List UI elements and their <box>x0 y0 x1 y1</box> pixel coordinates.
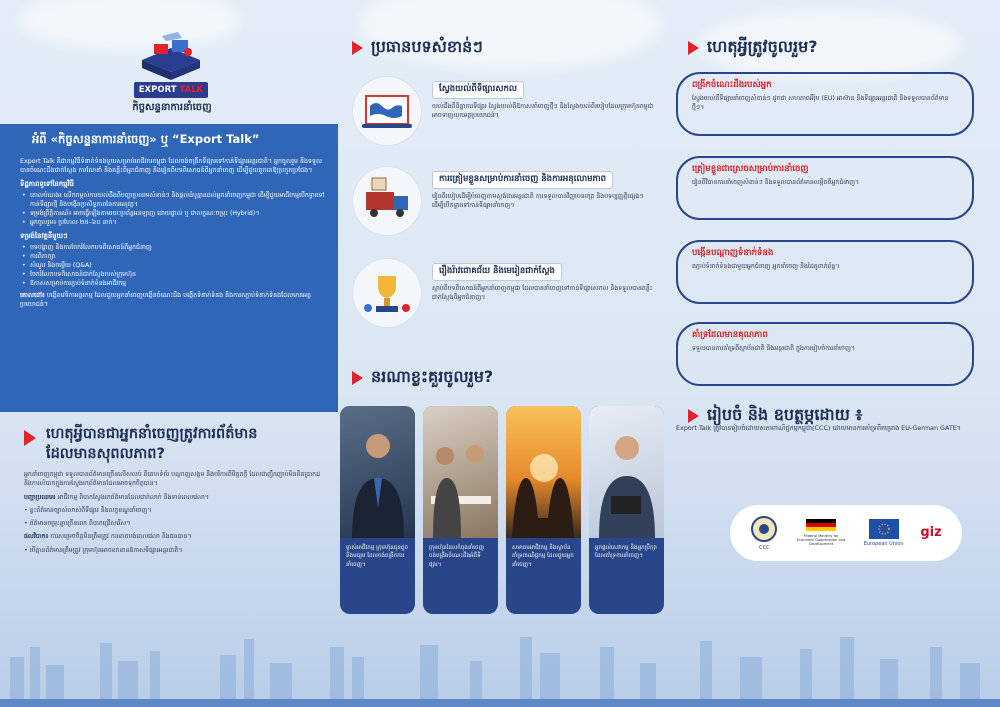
goal-text: បង្កើតវេទិកាអន្តរកម្ម ដែលជួយអ្នកនាំចេញបង្កើនចំណេះដឹង បង្កើតទំនាក់ទំនង និងការតភ្ជាប់ទំនាក់ទំនងដែលមានអត្ថប្រយោជន៍។ <box>20 292 312 309</box>
logo-subtitle: កិច្ចសន្ទនាការនាំចេញ <box>132 102 212 113</box>
benefit-text: រៀនពីវិធានការនាំចេញសំខាន់ៗ និងទទួលបានព័ត៌មានលម្អិតពីអ្នកជំនាញ។ <box>692 179 860 186</box>
list-item: • គោលបំណង៖ លើកកម្ពស់ការយល់ដឹងពីបញ្ហាប្រឈមសំខាន់ៗ និងផ្តល់ដំបូន្មានដល់អ្នកនាំចេញកម្ពុជា ដើម្បីជួយអាជីវកម្មបើកទ្វារទៅកាន់ទីផ្សារថ្មី និងបង្កើនប្រសិទ្ធភាពនៃការអនុវត្ត។ <box>22 192 328 210</box>
why-join-heading <box>688 36 818 60</box>
section-marker-icon <box>688 41 699 55</box>
businessman-photo <box>340 406 415 538</box>
export-talk-logo <box>112 30 232 125</box>
session-list <box>22 244 328 289</box>
result-label: ផលវិបាក៖ <box>24 533 49 541</box>
topic-item <box>352 76 662 146</box>
audience-card <box>589 406 664 614</box>
goal-label: គោលដៅ៖ <box>20 292 45 300</box>
city-skyline-illustration <box>0 617 1000 707</box>
session-title: ទម្រង់នៃវគ្គនីមួយៗ <box>20 232 68 241</box>
main-topics-heading <box>352 36 483 60</box>
about-section <box>0 124 338 412</box>
list-item: • ការពិភាក្សា <box>22 253 328 262</box>
list-item: ព័ត៌មានចម្រុះគ្នាច្រើនពេក ពិបាកជ្រើសរើស។ <box>29 520 131 528</box>
benefit-title: ពង្រីកចំណេះដឹងរបស់អ្នក <box>692 80 772 90</box>
why-trusted-paragraph: អ្នកនាំចេញកម្ពុជា ទទួលបានព័ត៌មានច្រើនលើសលប់ ពីគេហទំព័រ បណ្តាញសង្គម និងបរិការពីមិត្តភក្តិ ដែលជាញឹកញាប់មិនពិតប្រាកដ និងការលំបាកក្នុងការស្វែងរកព័ត៌មានដែលអាចទុកចិត្តបាន។ <box>24 471 321 488</box>
section-marker-icon <box>24 430 36 446</box>
giz-logo <box>920 525 941 541</box>
result-text: ការសម្រេចចិត្តមិនត្រឹមត្រូវ ការខាតបង់ពេលវេលា និងធនធាន។ <box>50 533 192 541</box>
section-marker-icon <box>352 41 363 55</box>
section-marker-icon <box>352 371 363 385</box>
who-cards <box>340 406 664 614</box>
consultant-photo <box>589 406 664 538</box>
cargo-truck-icon <box>352 166 422 236</box>
partner-logos <box>730 505 962 561</box>
audience-card <box>423 406 498 614</box>
logo-banner: EXPORT TALK <box>134 82 208 98</box>
topic-text: រៀនពីរបៀបដើម្បីបំពេញតាមស្តង់ដារអន្តរជាតិ ការទទួលបានវិញ្ញាបនបត្រ និងបទប្បញ្ញត្តិផ្សេងៗ ដើម្បីបើកទ្វារទៅកាន់ទីផ្សារនាំចេញ។ <box>432 193 644 210</box>
topic-item <box>352 258 662 328</box>
list-item: បើគ្មានព័ត៌មានត្រឹមត្រូវ ក្រុមហ៊ុនអាចខកខានឱកាសទីផ្សារអន្តរជាតិ។ <box>29 546 183 554</box>
audience-caption: ក្រុមហ៊ុនដែលកំពុងនាំចេញ ចង់ពង្រឹងចំណេះដឹងអំពីទីផ្សារ។ <box>429 545 484 568</box>
who-heading <box>352 366 493 390</box>
list-item: • បទបង្ហាញ និងការចែករំលែកបទពិសោធន៍ពីអ្នកជំនាញ <box>22 244 328 253</box>
partner-name: giz <box>920 525 942 541</box>
benefit-box <box>676 156 974 220</box>
why-join-title: ហេតុអ្វីត្រូវចូលរួម? <box>707 37 818 56</box>
partner-name: Federal Ministry for Economic Cooperation and Development <box>796 533 846 547</box>
ccc-logo <box>750 515 778 551</box>
german-flag-icon <box>806 519 836 531</box>
benefit-title: ត្រៀមខ្លួនជាស្រេចសម្រាប់ការនាំចេញ <box>692 164 809 174</box>
topic-text: យល់ដឹងពីនិន្នាការទីផ្សារ ស្វែងយល់ពីឱកាសនាំចេញថ្មីៗ និងស្វែងយល់ពីរបៀបដែលក្រុមហ៊ុនកម្ពុជាអាចទាញយកអត្ថប្រយោជន៍។ <box>432 103 654 120</box>
why-trusted-heading <box>24 424 324 465</box>
benefit-box <box>676 240 974 304</box>
main-topics-title: ប្រធានបទសំខាន់ៗ <box>371 37 483 56</box>
audience-caption: សមាគមអាជីវកម្ម និងស្ថាប័នគាំទ្រពាណិជ្ជកម្ម ដែលជួយអ្នកនាំចេញ។ <box>512 545 574 568</box>
world-map-icon <box>352 76 422 146</box>
format-title: ទិដ្ឋភាពទូទៅនៃកម្មវិធី <box>20 180 74 189</box>
why-trusted-heading-line1: ហេតុអ្វីបានជាអ្នកនាំចេញត្រូវការព័ត៌មាន <box>46 426 258 442</box>
trophy-icon <box>352 258 422 328</box>
benefit-box <box>676 322 974 386</box>
benefit-title: បង្កើនបណ្តាញទំនាក់ទំនង <box>692 248 774 258</box>
benefit-box <box>676 72 974 136</box>
list-item: • ទម្រង់ព្រឹត្តិការណ៍៖ អាចធ្វើឡើងតាមរយៈប្រព័ន្ធអនឡាញ ដោយផ្ទាល់ ឬ ជាលក្ខណៈចម្រុះ (Hybrid)។ <box>22 210 328 219</box>
list-item: • ចែករំលែកបទពិសោធន៍ជាក់ស្តែងរបស់ក្រុមហ៊ុន <box>22 271 328 280</box>
list-item: • អ្នកចូលរួម៖ ប្រហែល ២៥–៦០ នាក់។ <box>22 219 328 228</box>
problem-label: បញ្ហាប្រឈម៖ <box>24 493 56 501</box>
eu-logo <box>864 519 904 547</box>
problem-text: អាជីវកម្ម ពិបាកស្វែងរកព័ត៌មានដែលជាក់លាក់ និងទាន់ពេលវេលា។ <box>57 493 209 501</box>
about-heading: អំពី «កិច្ចសន្ទនាការនាំចេញ» ឬ “Export Talk” <box>32 132 260 146</box>
partner-name: European Union <box>863 541 904 548</box>
audience-card <box>506 406 581 614</box>
benefit-text: ទទួលបានការគាំទ្រពីស្ថាប័នជាតិ និងអន្តរជាតិ ក្នុងការរៀបចំការនាំចេញ។ <box>692 345 855 352</box>
audience-card <box>340 406 415 614</box>
section-marker-icon <box>688 409 699 423</box>
why-trusted-heading-line2: ដែលមានសុពលភាព? <box>46 446 165 463</box>
about-paragraph: Export Talk គឺជាកម្មវិធីទំនាក់ទំនងមួយសម្រាប់អាជីវករកម្ពុជា ដែលចង់ពង្រីកទីផ្សារទៅកាន់ទីផ្សារអន្តរជាតិ។ អ្នកចូលរួម នឹងទទួលបានចំណេះដឹងជាក់ស្តែង ការណែនាំ និងគន្លឹះពីអ្នកជំនាញ និងរៀនពីបទពិសោធន៍ពីអ្នកនាំចេញ ដើម្បីជួយពួកគេឱ្យប្រកួតប្រជែង។ <box>20 158 322 175</box>
benefit-text: តភ្ជាប់ទំនាក់ទំនងជាមួយអ្នកជំនាញ អ្នកនាំចេញ និងដៃគូពាក់ព័ន្ធ។ <box>692 263 840 270</box>
topic-title: ការត្រៀមខ្លួនសម្រាប់ការនាំចេញ និងការអនុលោមភាព <box>432 171 613 189</box>
list-item: ខ្វះព័ត៌មានច្បាស់លាស់ពីទីផ្សារ និងលក្ខខណ្ឌនាំចេញ។ <box>29 506 152 514</box>
team-meeting-photo <box>423 406 498 538</box>
eu-flag-icon <box>869 519 899 539</box>
why-trusted-body: អ្នកនាំចេញកម្ពុជា ទទួលបានព័ត៌មានច្រើនលើសលប់ ពីគេហទំព័រ បណ្តាញសង្គម និងបរិការពីមិត្តភក្តិ ដែលជាញឹកញាប់មិនពិតប្រាកដ និងការលំបាកក្នុងការស្វែងរកព័ត៌មានដែលអាចទុកចិត្តបាន។ បញ្ហាប្រឈម៖ អាជីវកម្ម ពិបាកស្វែងរកព័ត៌មានដែលជាក់លាក់ និងទាន់ពេលវេលា។ • ខ្វះព័ត៌មានច្បាស់លាស់ពីទីផ្សារ និងលក្ខខណ្ឌនាំចេញ។ • ព័ត៌មានចម្រុះគ្នាច្រើនពេក ពិបាកជ្រើសរើស។ ផលវិបាក៖ ការសម្រេចចិត្តមិនត្រឹមត្រូវ ការខាតបង់ពេលវេលា និងធនធាន។ • បើគ្មានព័ត៌មានត្រឹមត្រូវ ក្រុមហ៊ុនអាចខកខានឱកាសទីផ្សារអន្តរជាតិ។ <box>24 470 326 559</box>
topic-title: ស្វែងយល់ពីទីផ្សារសកល <box>432 81 524 99</box>
format-list <box>22 192 328 228</box>
partner-name: CCC <box>759 545 770 552</box>
list-item: • សំណួរ និងចម្លើយ (Q&A) <box>22 262 328 271</box>
handshake-photo <box>506 406 581 538</box>
benefit-text: ស្វែងយល់ពីទីផ្សារនាំចេញសំខាន់ៗ ដូចជា សហភាពអឺរ៉ុប (EU) អាស៊ាន និងទីផ្សារអន្តរជាតិ និងទទួលបានព័ត៌មានថ្មីៗ។ <box>692 95 949 112</box>
topic-item <box>352 166 662 236</box>
topic-text: ស្តាប់ពីបទពិសោធន៍ពីអ្នកនាំចេញកម្ពុជា ដែលបាននាំចេញទៅកាន់ទីផ្សារសកល និងទទួលបានគន្លឹះជាក់ស្តែងពីអ្នកជំនាញ។ <box>432 285 653 302</box>
audience-caption: ម្ចាស់អាជីវកម្ម ក្រុមហ៊ុនធុនតូច និងមធ្យម ដែលចង់ពង្រីកការនាំចេញ។ <box>346 545 409 568</box>
audience-caption: អ្នកផ្តល់សេវាកម្ម និងអ្នកប្រឹក្សាដែលគាំទ្រការនាំចេញ។ <box>595 545 657 560</box>
who-title: នរណាខ្លះគួរចូលរួម? <box>371 367 494 386</box>
benefit-title: គាំទ្រដែលមានគុណភាព <box>692 330 768 340</box>
bmz-logo <box>795 519 847 546</box>
organizers-text: Export Talk ត្រូវបានរៀបចំដោយសភាពាណិជ្ជកម្មកម្ពុជា(CCC) ដោយមានការគាំទ្រពីគម្រោង EU-German GATE។ <box>676 424 962 432</box>
topic-title: រឿងរ៉ាវជោគជ័យ និងមេរៀនជាក់ស្តែង <box>432 263 562 281</box>
list-item: • ឱកាសសម្រាប់ការភ្ជាប់ទំនាក់ទំនងអាជីវកម្ម <box>22 280 328 289</box>
organizers-title: រៀបចំ និង ឧបត្ថម្ភដោយ ៖ <box>707 405 863 424</box>
ccc-seal-icon <box>750 515 778 543</box>
export-talk-logo-mark-icon <box>132 30 210 82</box>
